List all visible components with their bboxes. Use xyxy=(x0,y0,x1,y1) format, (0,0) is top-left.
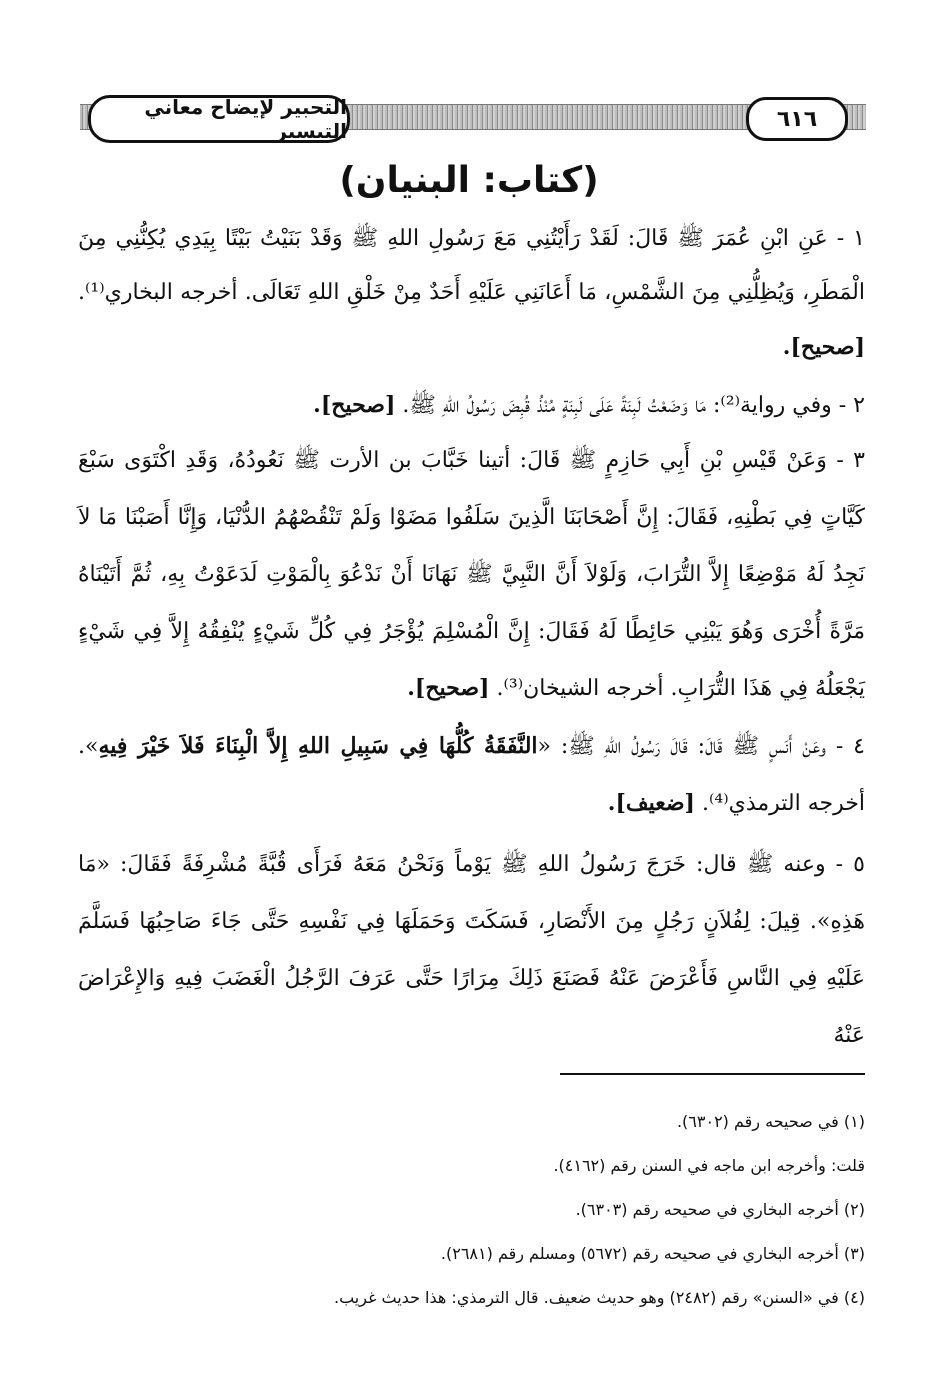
footnotes xyxy=(78,1100,865,1320)
hadith-5-text: ٥ - وعنه ﷺ قال: خَرَجَ رَسُولُ اللهِ ﷺ يَوْماً وَنَحْنُ مَعَهُ فَرَأَى قُبَّةً مُشْرِفَةً فَقَالَ: «مَا هَذِهِ». قِيلَ: لِفُلاَنٍ رَجُلٍ مِنَ الأَنْصَارِ، فَسَكَتَ وَحَمَلَهَا فِي نَفْسِهِ حَتَّى جَاءَ صَاحِبُهَا فَسَلَّمَ عَلَيْهِ فِي النَّاسِ فَأَعْرَضَ عَنْهُ فَصَنَعَ ذَلِكَ مِرَارًا حَتَّى عَرَفَ الرَّجُلُ الْغَضَبَ فِيهِ وَالإِعْرَاضَ عَنْهُ xyxy=(78,852,865,1048)
hadith-5 xyxy=(78,836,865,1048)
page-number: ٦١٦ xyxy=(746,97,848,141)
chapter-title: (كتاب: البنيان) xyxy=(339,160,599,201)
hadith-2-grade: [صحيح]. xyxy=(313,392,396,418)
hadith-4-text-after: ». أخرجه الترمذي⁽⁴⁾. xyxy=(78,734,865,816)
footnote-1-note: قلت: وأخرجه ابن ماجه في السنن رقم (٤١٦٢). xyxy=(553,1156,865,1175)
hadith-3 xyxy=(78,432,865,717)
hadith-1 xyxy=(78,212,865,374)
hadith-3-grade: [صحيح]. xyxy=(407,675,490,701)
hadith-4-grade: [ضعيف]. xyxy=(607,790,695,816)
footnote-1: (١) في صحيحه رقم (٦٣٠٢). xyxy=(676,1112,865,1131)
running-header-title: التحبير لإيضاح معاني التيسير xyxy=(88,95,350,143)
footnote-separator xyxy=(560,1073,865,1075)
hadith-4-quote: النَّفَقَةُ كُلُّهَا فِي سَبِيلِ اللهِ إِلاَّ الْبِنَاءَ فَلاَ خَيْرَ فِيهِ xyxy=(98,733,538,759)
hadith-4-text-before: ٤ - وعَنْ أَنَسٍ ﷺ قَالَ: قَالَ رَسُولُ اللهِ ﷺ: « xyxy=(537,734,865,759)
footnote-3: (٣) أخرجه البخاري في صحيحه رقم (٥٦٧٢) ومسلم رقم (٢٦٨١). xyxy=(440,1244,865,1263)
hadith-1-text: ١ - عَنِ ابْنِ عُمَرَ ﷺ قَالَ: لَقَدْ رَأَيْتُنِي مَعَ رَسُولِ اللهِ ﷺ وَقَدْ بَنَيْتُ بَيْتًا بِيَدِي يُكِنُّنِي مِنَ الْمَطَرِ، وَيُظِلُّنِي مِنَ الشَّمْسِ، مَا أَعَانَنِي عَلَيْهِ أَحَدٌ مِنْ خَلْقِ اللهِ تَعَالَى. أخرجه البخاري⁽¹⁾. xyxy=(78,226,866,305)
hadith-2-text: ٢ - وفي رواية⁽²⁾: مَا وَضَعْتُ لَبِنَةً عَلَى لَبِنَةٍ مُنْذُ قُبِضَ رَسُولُ اللهِ ﷺ. xyxy=(402,393,865,418)
hadith-1-grade: [صحيح]. xyxy=(782,334,865,360)
footnote-4: (٤) في «السنن» رقم (٢٤٨٢) وهو حديث ضعيف. قال الترمذي: هذا حديث غريب. xyxy=(333,1288,865,1307)
footnote-2: (٢) أخرجه البخاري في صحيحه رقم (٦٣٠٣). xyxy=(575,1200,865,1219)
hadith-3-text: ٣ - وَعَنْ قَيْسِ بْنِ أَبِي حَازِمٍ ﷺ قَالَ: أتينا خَبَّابَ بن الأرت ﷺ نَعُودُهُ، وَقَدِ اكْتَوَى سَبْعَ كَيَّاتٍ فِي بَطْنِهِ، فَقَالَ: إِنَّ أَصْحَابَنَا الَّذِينَ سَلَفُوا مَضَوْا وَلَمْ تَنْقُصْهُمُ الدُّنْيَا، وَإِنَّا أَصَبْنَا مَا لاَ نَجِدُ لَهُ مَوْضِعًا إِلاَّ التُّرَابَ، وَلَوْلاَ أَنَّ النَّبِيَّ ﷺ نَهَانَا أَنْ نَدْعُوَ بِالْمَوْتِ لَدَعَوْتُ بِهِ، ثُمَّ أَتَيْنَاهُ مَرَّةً أُخْرَى وَهُوَ يَبْنِي حَائِطًا لَهُ فَقَالَ: إِنَّ الْمُسْلِمَ يُؤْجَرُ فِي كُلِّ شَيْءٍ يُنْفِقُهُ إِلاَّ فِي شَيْءٍ يَجْعَلُهُ فِي هَذَا التُّرَابِ. أخرجه الشيخان⁽³⁾. xyxy=(78,448,865,701)
hadith-2 xyxy=(78,378,865,432)
hadith-4 xyxy=(78,718,865,832)
